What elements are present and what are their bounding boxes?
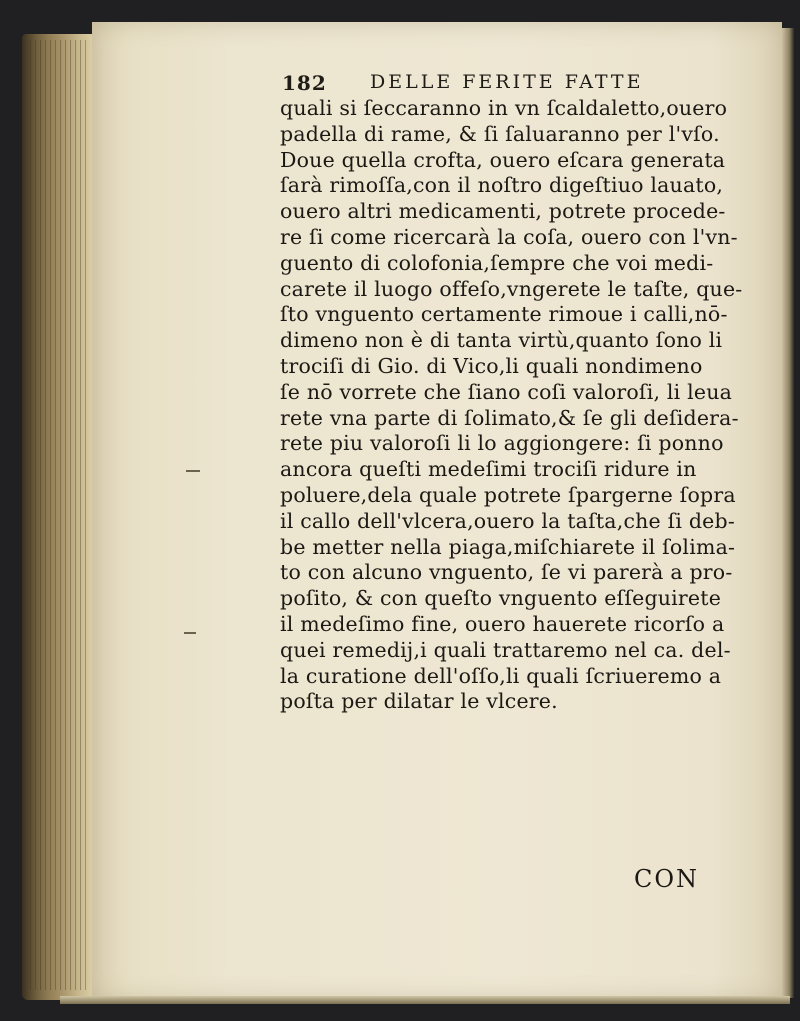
text-line: padella di rame, & ſi ſaluaranno per l'vſo. [280, 121, 720, 146]
text-line: rete piu valoroſi li lo aggiongere: ſi ponno [280, 431, 724, 456]
text-line: ſarà rimoſſa,con il noſtro digeſtiuo lauato, [280, 173, 724, 198]
text-line: ouero altri medicamenti, potrete procede- [280, 199, 726, 224]
page-header [282, 71, 722, 97]
bottom-page-edge [60, 996, 790, 1004]
right-page-edge [782, 28, 794, 998]
margin-mark [184, 632, 196, 634]
text-line: rete vna parte di ſolimato,& ſe gli deſidera- [280, 405, 739, 430]
margin-mark [186, 470, 200, 472]
text-line: il medeſimo fine, ouero hauerete ricorſo a [280, 611, 725, 636]
page-edges [30, 40, 90, 990]
text-line: dimeno non è di tanta virtù,quanto ſono li [280, 328, 723, 353]
text-line: poluere,dela quale potrete ſpargerne ſopra [280, 482, 736, 507]
text-line: guento di colofonia,ſempre che voi medi- [280, 250, 714, 275]
text-line: carete il luogo offeſo,vngerete le taſte, que- [280, 276, 743, 301]
text-line: poſta per dilatar le vlcere. [280, 689, 558, 714]
running-head: DELLE FERITE FATTE [370, 71, 644, 93]
text-line: quei remedij,i quali trattaremo nel ca. del- [280, 637, 731, 662]
body-text [280, 96, 760, 715]
text-line: re ſi come ricercarà la coſa, ouero con l'vn- [280, 224, 738, 249]
text-line: la curatione dell'oſſo,li quali ſcriueremo a [280, 663, 722, 688]
text-line: ſe nō vorrete che ſiano coſi valoroſi, li leua [280, 379, 733, 404]
text-line: to con alcuno vnguento, ſe vi parerà a pro- [280, 560, 733, 585]
text-line: ancora queſti medeſimi trociſi ridure in [280, 457, 697, 482]
text-line: poſito, & con queſto vnguento eſſeguirete [280, 586, 722, 611]
text-line: quali si ſeccaranno in vn ſcaldaletto,ouero [280, 96, 728, 120]
text-line: trociſi di Gio. di Vico,li quali nondimeno [280, 353, 703, 378]
text-line: il callo dell'vlcera,ouero la taſta,che ſi deb- [280, 508, 735, 533]
page-number: 182 [282, 71, 327, 95]
text-line: Doue quella crofta, ouero eſcara generata [280, 147, 726, 172]
catchword: CON [634, 865, 700, 893]
text-line: be metter nella piaga,miſchiarete il ſolima- [280, 534, 736, 559]
text-line: ſto vnguento certamente rimoue i calli,nō- [280, 302, 728, 327]
